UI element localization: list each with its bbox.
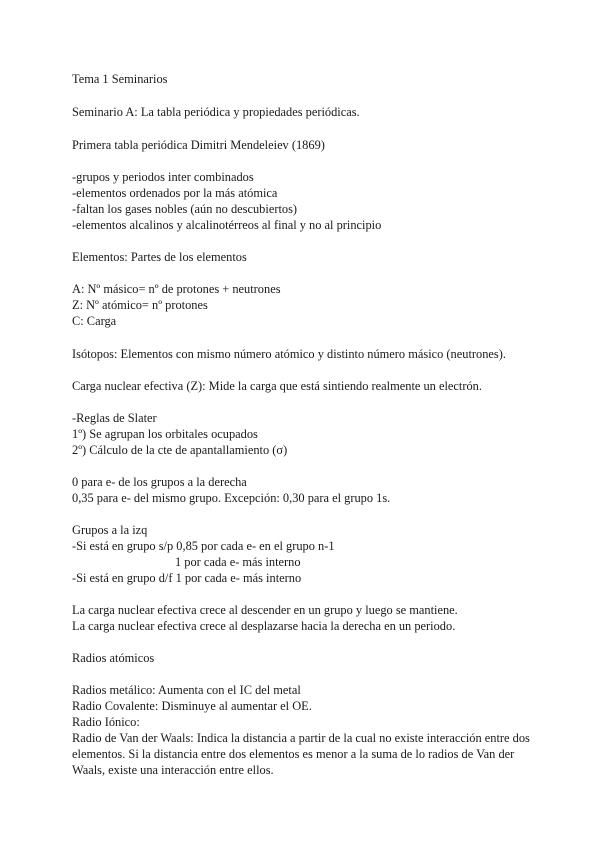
list-item: Radio Iónico:: [72, 715, 140, 729]
list-item: -elementos alcalinos y alcalinotérreos al final y no al principio: [72, 218, 382, 232]
document-title: Tema 1 Seminarios: [72, 72, 168, 86]
first-table-heading: Primera tabla periódica Dimitri Mendeleiev (1869): [72, 138, 325, 152]
list-item: Radios metálico: Aumenta con el IC del metal: [72, 683, 301, 697]
slater-heading: -Reglas de Slater: [72, 411, 157, 425]
list-item: -elementos ordenados por la más atómica: [72, 186, 278, 200]
list-item: A: Nº másico= nº de protones + neutrones: [72, 282, 281, 296]
list-item: 2º) Cálculo de la cte de apantallamiento (σ): [72, 443, 288, 457]
list-item: elementos. Si la distancia entre dos elementos es menor a la suma de lo radios de Van der: [72, 747, 515, 761]
list-item: 0 para e- de los grupos a la derecha: [72, 475, 247, 489]
left-groups-heading: Grupos a la izq: [72, 523, 148, 537]
list-item: -Si está en grupo d/f 1 por cada e- más interno: [72, 571, 302, 585]
trend-line: La carga nuclear efectiva crece al descender en un grupo y luego se mantiene.: [72, 603, 458, 617]
seminar-heading: Seminario A: La tabla periódica y propiedades periódicas.: [72, 105, 360, 119]
list-item: Radio Covalente: Disminuye al aumentar el OE.: [72, 699, 312, 713]
list-item: Waals, existe una interacción entre ellos.: [72, 763, 274, 777]
elements-heading: Elementos: Partes de los elementos: [72, 250, 247, 264]
list-item: 1º) Se agrupan los orbitales ocupados: [72, 427, 258, 441]
trend-line: La carga nuclear efectiva crece al desplazarse hacia la derecha en un periodo.: [72, 619, 456, 633]
list-item: -Si está en grupo s/p 0,85 por cada e- en el grupo n-1: [72, 539, 335, 553]
list-item: Radio de Van der Waals: Indica la distancia a partir de la cual no existe interacción entre dos: [72, 731, 530, 745]
isotopes-definition: Isótopos: Elementos con mismo número atómico y distinto número másico (neutrones).: [72, 347, 506, 361]
list-item: Z: Nº atómico= nº protones: [72, 298, 208, 312]
effective-charge-definition: Carga nuclear efectiva (Z): Mide la carga que está sintiendo realmente un electrón.: [72, 379, 482, 393]
list-item: 0,35 para e- del mismo grupo. Excepción: 0,30 para el grupo 1s.: [72, 491, 391, 505]
list-item: -grupos y periodos inter combinados: [72, 170, 254, 184]
radii-heading: Radios atómicos: [72, 651, 155, 665]
list-item: -faltan los gases nobles (aún no descubiertos): [72, 202, 298, 216]
list-item: 1 por cada e- más interno: [175, 555, 301, 569]
list-item: C: Carga: [72, 314, 117, 328]
